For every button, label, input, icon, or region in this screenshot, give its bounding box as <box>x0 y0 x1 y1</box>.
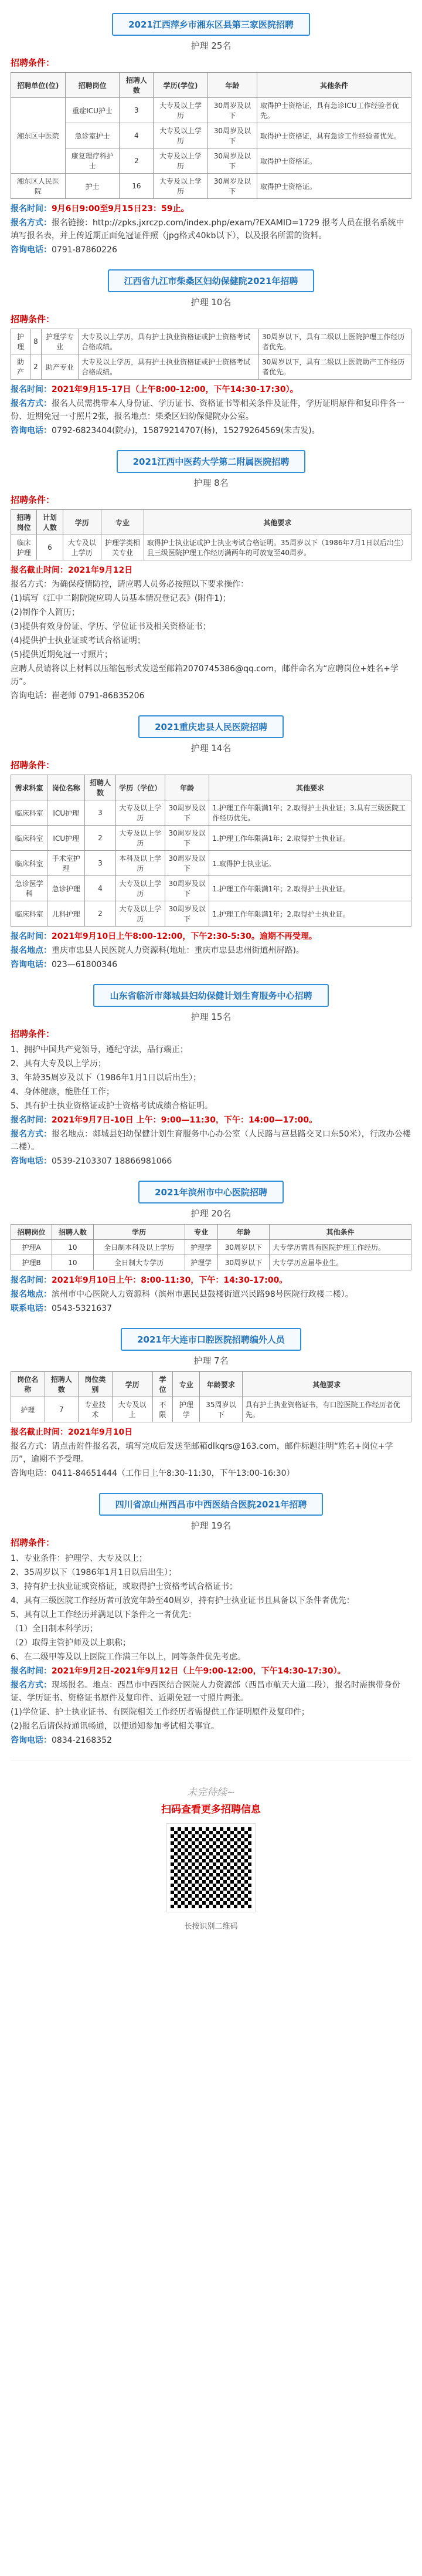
line: 报名方式：为确保疫情防控，请应聘人员务必按照以下要求操作： <box>11 580 249 589</box>
deadline-text: 报名截止时间：2021年9月10日 <box>11 1428 133 1437</box>
th: 年龄要求 <box>200 1372 242 1397</box>
time-text: 9月6日9:00至9月15日23：59止。 <box>52 204 189 214</box>
td: 临床科室 <box>11 800 47 826</box>
label: 报名时间： <box>11 385 52 394</box>
line: 应聘人员请将以上材料以压缩包形式发送至邮箱2070745386@qq.com，邮件命名为“应聘岗位+姓名+学历”。 <box>11 664 399 687</box>
td: 1.护理工作年限满1年；2.取得护士执业证。 <box>209 876 411 901</box>
td: 护理学类相关专业 <box>101 535 144 560</box>
td: 湘东区人民医院 <box>11 174 66 199</box>
section-2-count: 护理 10名 <box>190 297 232 307</box>
section-5 <box>11 984 411 1168</box>
th: 其他要求 <box>209 775 411 800</box>
td: 30周岁及以下 <box>207 148 257 174</box>
table-row <box>11 329 411 354</box>
th: 学历(学位) <box>154 73 208 98</box>
table-row <box>11 354 411 380</box>
td: 7 <box>45 1397 79 1422</box>
time-text: 2021年9月10日上午8:00-12:00，下午2:30-5:30。逾期不再受理。 <box>52 932 317 941</box>
td: 急诊医学科 <box>11 876 47 901</box>
th: 学历 <box>112 1372 152 1397</box>
td: 30周岁及以下 <box>207 174 257 199</box>
section-8-req-label: 招聘条件： <box>11 1537 55 1548</box>
td: 30周岁以下 <box>217 1240 269 1255</box>
td: 临床科室 <box>11 851 47 876</box>
label: 报名时间： <box>11 1115 52 1125</box>
td: 大专及以上学历 <box>115 876 165 901</box>
td: 临床科室 <box>11 901 47 927</box>
td: 护士 <box>65 174 120 199</box>
td: 大专及以上学历，具有护士执业资格证或护士资格考试合格成绩。 <box>79 329 259 354</box>
td: 具有护士执业资格证书，有口腔医院工作经历者优先。 <box>242 1397 411 1422</box>
section-4-title: 2021重庆忠县人民医院招聘 <box>138 715 284 738</box>
section-7-table <box>11 1371 411 1422</box>
line: (2)报名后请保持通讯畅通，以便通知参加考试相关事宜。 <box>11 1722 219 1731</box>
td: 儿科护理 <box>47 901 85 927</box>
phone-text: 0543-5321637 <box>52 1304 113 1313</box>
label: 咨询电话： <box>11 960 52 969</box>
footer <box>11 1784 411 1931</box>
td: 6 <box>37 535 63 560</box>
td: 30周岁及以下 <box>165 876 209 901</box>
td: 专业技术 <box>79 1397 113 1422</box>
line: 5、具有以上工作经历并满足以下条件之一者优先： <box>11 1610 196 1620</box>
line: 2、具有大专及以上学历； <box>11 1059 106 1069</box>
section-1 <box>11 13 411 256</box>
td: 取得护士执业证或护士执业考试合格证明。35周岁以下（1986年7月1日以后出生）且三级医院护理工作经历满两年的可放宽至40周岁。 <box>144 535 411 560</box>
line: (3)提供有效身份证、学历、学位证书及相关资格证书； <box>11 622 211 631</box>
th: 招聘人数 <box>52 1225 93 1240</box>
line: 2、35周岁以下（1986年1月1日以后出生）； <box>11 1568 177 1577</box>
th: 招聘岗位 <box>11 1225 52 1240</box>
td: 护理A <box>11 1240 52 1255</box>
footer-click-text: 扫码查看更多招聘信息 <box>161 1804 261 1816</box>
label: 报名时间： <box>11 1666 52 1676</box>
section-3-req-label: 招聘条件： <box>11 495 55 505</box>
th: 学位 <box>152 1372 173 1397</box>
line: 3、持有护士执业证或资格证，或取得护士资格考试合格证书； <box>11 1582 237 1591</box>
td: 10 <box>52 1255 93 1270</box>
td: 35周岁以下 <box>200 1397 242 1422</box>
td: 1.护理工作年限满1年；2.取得护士执业证。 <box>209 901 411 927</box>
method-text: 报名人员需携带本人身份证、学历证书、资格证书等相关条件及证件，学历证明原件和复印件各一份、近期免冠一寸照片2张，报名地点：柴桑区妇幼保健院办公室。 <box>11 399 404 421</box>
td: 3 <box>85 800 116 826</box>
line: (1)填写《江中二附院院应聘人员基本情况登记表》(附件1)； <box>11 594 231 603</box>
section-1-table <box>11 72 411 199</box>
phone-text: 0791-87860226 <box>52 245 117 255</box>
line: 4、具有三级医院工作经历者可放宽年龄至40周岁，持有护士执业证书且具备以下条件者优先： <box>11 1596 355 1605</box>
line: 咨询电话：0411-84651444（工作日上午8:30-11:30，下午13:00-16:30） <box>11 1469 295 1478</box>
section-7 <box>11 1328 411 1480</box>
section-2 <box>11 269 411 437</box>
td: 护理学 <box>173 1397 200 1422</box>
td: 2 <box>85 901 116 927</box>
td: 大专及以上 <box>112 1397 152 1422</box>
label: 咨询电话： <box>11 1736 52 1745</box>
label: 咨询电话： <box>11 1157 52 1166</box>
td: 急诊护理 <box>47 876 85 901</box>
label: 咨询电话： <box>11 426 52 435</box>
td: 湘东区中医院 <box>11 98 66 174</box>
section-4 <box>11 715 411 971</box>
section-3-title: 2021江西中医药大学第二附属医院招聘 <box>117 450 306 473</box>
th: 其他条件 <box>257 73 411 98</box>
td: 30周岁以下 <box>217 1255 269 1270</box>
td: 手术室护理 <box>47 851 85 876</box>
th: 其他要求 <box>242 1372 411 1397</box>
deadline-text: 报名截止时间：2021年9月12日 <box>11 566 133 575</box>
section-6-count: 护理 20名 <box>190 1208 232 1219</box>
td: 急诊室护士 <box>65 123 120 148</box>
label: 报名地点： <box>11 946 52 955</box>
section-1-title: 2021江西萍乡市湘东区县第三家医院招聘 <box>112 13 310 36</box>
line: 4、身体健康，能胜任工作； <box>11 1087 114 1097</box>
td: 30周岁及以下 <box>165 851 209 876</box>
place-text: 滨州市中心医院人力资源科（滨州市惠民县鼓楼街道兴民路98号医院行政楼二楼）。 <box>52 1290 353 1299</box>
td: 4 <box>120 123 154 148</box>
td: 重症ICU护士 <box>65 98 120 123</box>
place-text: 重庆市忠县人民医院人力资源科(地址：重庆市忠县忠州街道州屏路)。 <box>52 946 304 955</box>
td: 大专学历需具有医院护理工作经历。 <box>270 1240 411 1255</box>
section-4-table <box>11 775 411 927</box>
th: 年龄 <box>165 775 209 800</box>
table-row <box>11 901 411 927</box>
table-row <box>11 98 411 123</box>
line: (2)制作个人简历； <box>11 608 80 617</box>
td: 30周岁及以下 <box>165 826 209 851</box>
line: (1)学位证、护士执业证书、有医院相关工作经历者需提供工作证明原件及复印件； <box>11 1708 309 1717</box>
td: 大专及以上学历 <box>154 98 208 123</box>
section-8-count: 护理 19名 <box>190 1520 232 1531</box>
td: 助产专业 <box>41 354 78 380</box>
td: 助产 <box>11 354 30 380</box>
td: 30周岁以下，具有二级以上医院助产工作经历者优先。 <box>258 354 411 380</box>
td: 大专及以上学历 <box>154 148 208 174</box>
td: 临床护理 <box>11 535 37 560</box>
label: 报名时间： <box>11 1276 52 1285</box>
table-row <box>11 851 411 876</box>
td: 3 <box>120 98 154 123</box>
section-3-table <box>11 509 411 560</box>
time-text: 2021年9月15-17日（上午8:00-12:00，下午14:30-17:30）。 <box>52 385 298 394</box>
th: 岗位名称 <box>11 1372 45 1397</box>
th: 专业 <box>173 1372 200 1397</box>
th: 年龄 <box>207 73 257 98</box>
th: 招聘人数 <box>85 775 116 800</box>
footer-more-text: 未完待续~ <box>186 1787 236 1799</box>
td: 护理 <box>11 1397 45 1422</box>
td: 大专及以上学历 <box>115 826 165 851</box>
td: 大专及以上学历 <box>154 123 208 148</box>
td: 3 <box>85 851 116 876</box>
table-row <box>11 1255 411 1270</box>
td: 护理学专业 <box>41 329 78 354</box>
phone-text: 0792-6823404(院办)，15879214707(杨)，15279264569(朱吉发)。 <box>52 426 320 435</box>
phone-text: 023—61800346 <box>52 960 117 969</box>
td: 30周岁及以下 <box>207 98 257 123</box>
td: 4 <box>85 876 116 901</box>
th: 专业 <box>101 510 144 535</box>
line: 1、专业条件：护理学、大专及以上； <box>11 1554 147 1563</box>
line: 1、拥护中国共产党领导，遵纪守法，品行端正； <box>11 1045 188 1054</box>
section-8 <box>11 1493 411 1747</box>
th: 专业 <box>185 1225 217 1240</box>
table-row <box>11 123 411 148</box>
th: 招聘人数 <box>120 73 154 98</box>
method-text: 报名链接：http://zpks.jxrczp.com/index.php/exam/?EXAMID=1729 报考人员在报名系统中填写报名表，并上传近期正面免冠证件照（jpg格式40kb以下），以及报名所需的资料。 <box>11 218 404 241</box>
td: 8 <box>30 329 42 354</box>
td: ICU护理 <box>47 800 85 826</box>
table-row <box>11 1240 411 1255</box>
section-3 <box>11 450 411 702</box>
label: 报名地点： <box>11 1290 52 1299</box>
td: 本科及以上学历 <box>115 851 165 876</box>
td: 取得护士资格证。 <box>257 148 411 174</box>
th: 其他条件 <box>270 1225 411 1240</box>
label: 报名方式： <box>11 399 52 408</box>
td: 全日制大专学历 <box>93 1255 185 1270</box>
td: 1.护理工作年限满1年；2.取得护士执业证；3.具有三级医院工作经历优先。 <box>209 800 411 826</box>
th: 计划人数 <box>37 510 63 535</box>
label: 报名方式： <box>11 218 52 228</box>
line: (5)提供近期免冠一寸照片； <box>11 650 113 660</box>
td: 30周岁及以下 <box>207 123 257 148</box>
line: 6、在二级甲等及以上医院工作满三年以上，同等条件优先考虑。 <box>11 1652 246 1662</box>
time-text: 2021年9月7日-10日 上午：9:00—11:30，下午：14:00—17:00。 <box>52 1115 318 1125</box>
td: 30周岁及以下 <box>165 800 209 826</box>
th: 岗位名称 <box>47 775 85 800</box>
section-7-title: 2021年大连市口腔医院招聘编外人员 <box>121 1328 301 1351</box>
line: (4)提供护士执业证或考试合格证明； <box>11 636 145 645</box>
section-4-req-label: 招聘条件： <box>11 760 55 770</box>
table-row <box>11 876 411 901</box>
td: 1.取得护士执业证。 <box>209 851 411 876</box>
section-6-table <box>11 1224 411 1270</box>
td: 全日制本科及以上学历 <box>93 1240 185 1255</box>
th: 招聘人数 <box>45 1372 79 1397</box>
section-2-title: 江西省九江市柴桑区妇幼保健院2021年招聘 <box>108 269 315 292</box>
section-4-count: 护理 14名 <box>190 743 232 753</box>
line: 3、年龄35周岁及以下（1986年1月1日以后出生）； <box>11 1073 202 1083</box>
method-text: 报名地点：郯城县妇幼保健计划生育服务中心办公室（人民路与莒县路交叉口东50米），行政办公楼二楼）。 <box>11 1130 411 1152</box>
td: 30周岁及以下 <box>165 901 209 927</box>
label: 报名时间： <box>11 204 52 214</box>
footer-scan-text: 长按识别二维码 <box>184 1922 238 1931</box>
section-2-table <box>11 329 411 380</box>
label: 报名方式： <box>11 1681 52 1690</box>
td: 10 <box>52 1240 93 1255</box>
time-text: 2021年9月2日-2021年9月12日（上午9:00-12:00，下午14:30-17:30）。 <box>52 1666 346 1676</box>
td: 取得护士资格证，具有急诊工作经验者优先。 <box>257 123 411 148</box>
table-row <box>11 1397 411 1422</box>
line: （1）全日制本科学历； <box>11 1624 98 1634</box>
td: 30周岁以下，具有二级以上医院护理工作经历者优先。 <box>258 329 411 354</box>
section-1-count: 护理 25名 <box>190 40 232 51</box>
td: 2 <box>120 148 154 174</box>
td: 康复理疗科护士 <box>65 148 120 174</box>
th: 岗位类别 <box>79 1372 113 1397</box>
td: 大专及以上学历 <box>154 174 208 199</box>
section-5-req-label: 招聘条件： <box>11 1029 55 1039</box>
td: 不限 <box>152 1397 173 1422</box>
label: 咨询电话： <box>11 245 52 255</box>
td: 护理学 <box>185 1240 217 1255</box>
section-8-title: 四川省凉山州西昌市中西医结合医院2021年招聘 <box>99 1493 324 1516</box>
time-text: 2021年9月10日上午：8:00-11:30，下午：14:30-17:00。 <box>52 1276 288 1285</box>
line: （2）取得主管护师及以上职称； <box>11 1638 131 1648</box>
th: 需求科室 <box>11 775 47 800</box>
td: 16 <box>120 174 154 199</box>
td: 临床科室 <box>11 826 47 851</box>
table-row <box>11 148 411 174</box>
phone-text: 0539-2103307 18866981066 <box>52 1157 172 1166</box>
section-2-req-label: 招聘条件： <box>11 314 55 324</box>
label: 联系电话： <box>11 1304 52 1313</box>
table-row <box>11 174 411 199</box>
th: 其他要求 <box>144 510 411 535</box>
td: 大专及以上学历 <box>115 800 165 826</box>
th: 年龄 <box>217 1225 269 1240</box>
label: 报名方式： <box>11 1130 52 1139</box>
section-6 <box>11 1181 411 1315</box>
td: 护理学 <box>185 1255 217 1270</box>
label: 报名时间： <box>11 932 52 941</box>
td: 取得护士资格证，具有急诊ICU工作经验者优先。 <box>257 98 411 123</box>
td: 护理B <box>11 1255 52 1270</box>
th: 学历（学位） <box>115 775 165 800</box>
table-row <box>11 826 411 851</box>
td: 大专及以上学历 <box>63 535 101 560</box>
section-3-count: 护理 8名 <box>193 478 229 488</box>
line: 5、具有护士执业资格证或护士资格考试成绩合格证明。 <box>11 1101 213 1111</box>
td: 取得护士资格证。 <box>257 174 411 199</box>
td: ICU护理 <box>47 826 85 851</box>
phone-text: 0834-2168352 <box>52 1736 113 1745</box>
td: 大专学历应届毕业生。 <box>270 1255 411 1270</box>
th: 招聘岗位 <box>11 510 37 535</box>
table-row <box>11 800 411 826</box>
td: 2 <box>30 354 42 380</box>
qr-code-icon[interactable] <box>167 1824 255 1912</box>
section-5-count: 护理 15名 <box>190 1012 232 1022</box>
section-1-req-label: 招聘条件： <box>11 58 55 68</box>
th: 招聘单位(位) <box>11 73 66 98</box>
td: 大专及以上学历 <box>115 901 165 927</box>
table-row <box>11 535 411 560</box>
line: 咨询电话：崔老师 0791-86835206 <box>11 691 145 701</box>
td: 2 <box>85 826 116 851</box>
th: 招聘岗位 <box>65 73 120 98</box>
section-7-count: 护理 7名 <box>193 1355 229 1366</box>
th: 学历 <box>93 1225 185 1240</box>
method-text: 现场报名。地点：西昌市中西医结合医院人力资源部（西昌市航天大道二段），报名时需携带身份证、学历证书、资格证书原件及复印件、近期免冠一寸照片两张。 <box>11 1681 400 1703</box>
td: 大专及以上学历，具有护士执业资格证或护士资格考试合格成绩。 <box>79 354 259 380</box>
section-5-title: 山东省临沂市郯城县妇幼保健计划生育服务中心招聘 <box>93 984 328 1007</box>
line: 报名方式：请点击附件报名表，填写完成后发送至邮箱dlkqrs@163.com，邮件标题注明“姓名+岗位+学历”，逾期不予受理。 <box>11 1442 393 1464</box>
section-6-title: 2021年滨州市中心医院招聘 <box>138 1181 284 1204</box>
th: 学历 <box>63 510 101 535</box>
td: 1.护理工作年限满1年；2.取得护士执业证。 <box>209 826 411 851</box>
td: 护理 <box>11 329 30 354</box>
